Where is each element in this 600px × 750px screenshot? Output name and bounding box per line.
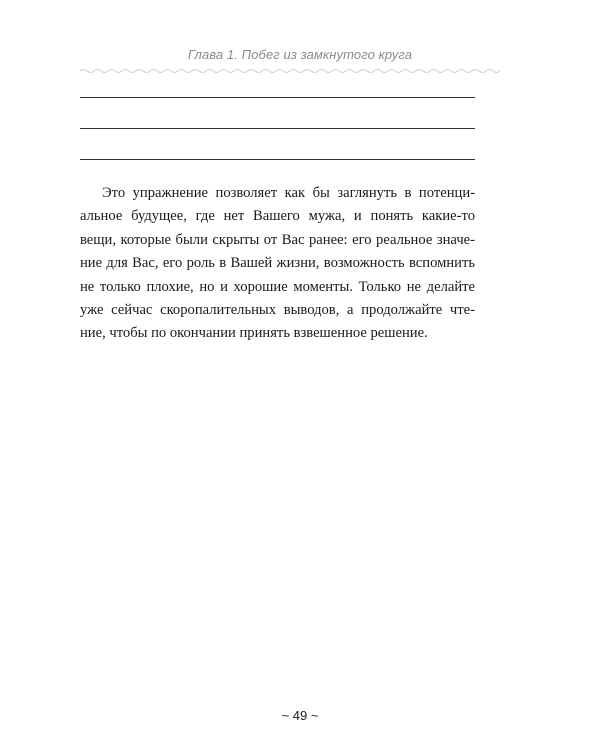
answer-line-1 [80, 97, 475, 98]
body-line: вещи, которые были скрыты от Вас ранее: его реальное значе- [80, 231, 475, 248]
header-wavy-rule [80, 68, 500, 74]
body-line: ние для Вас, его роль в Вашей жизни, возможность вспомнить [80, 255, 475, 272]
body-line: Это упражнение позволяет как бы заглянуть в потенци- [102, 185, 475, 201]
body-line: ние, чтобы по окончании принять взвешенное решение. [80, 325, 428, 342]
body-line: альное будущее, где нет Вашего мужа, и понять какие-то [80, 208, 475, 225]
page-number: ~ 49 ~ [281, 708, 319, 723]
body-line: уже сейчас скоропалительных выводов, а продолжайте чте- [80, 302, 475, 319]
answer-line-3 [80, 159, 475, 160]
header-wavy-rule-path [80, 70, 500, 73]
body-line: не только плохие, но и хорошие моменты. Только не делайте [80, 278, 475, 295]
body-paragraph [80, 182, 475, 346]
answer-line-2 [80, 128, 475, 129]
running-header: Глава 1. Побег из замкнутого круга [187, 47, 413, 62]
